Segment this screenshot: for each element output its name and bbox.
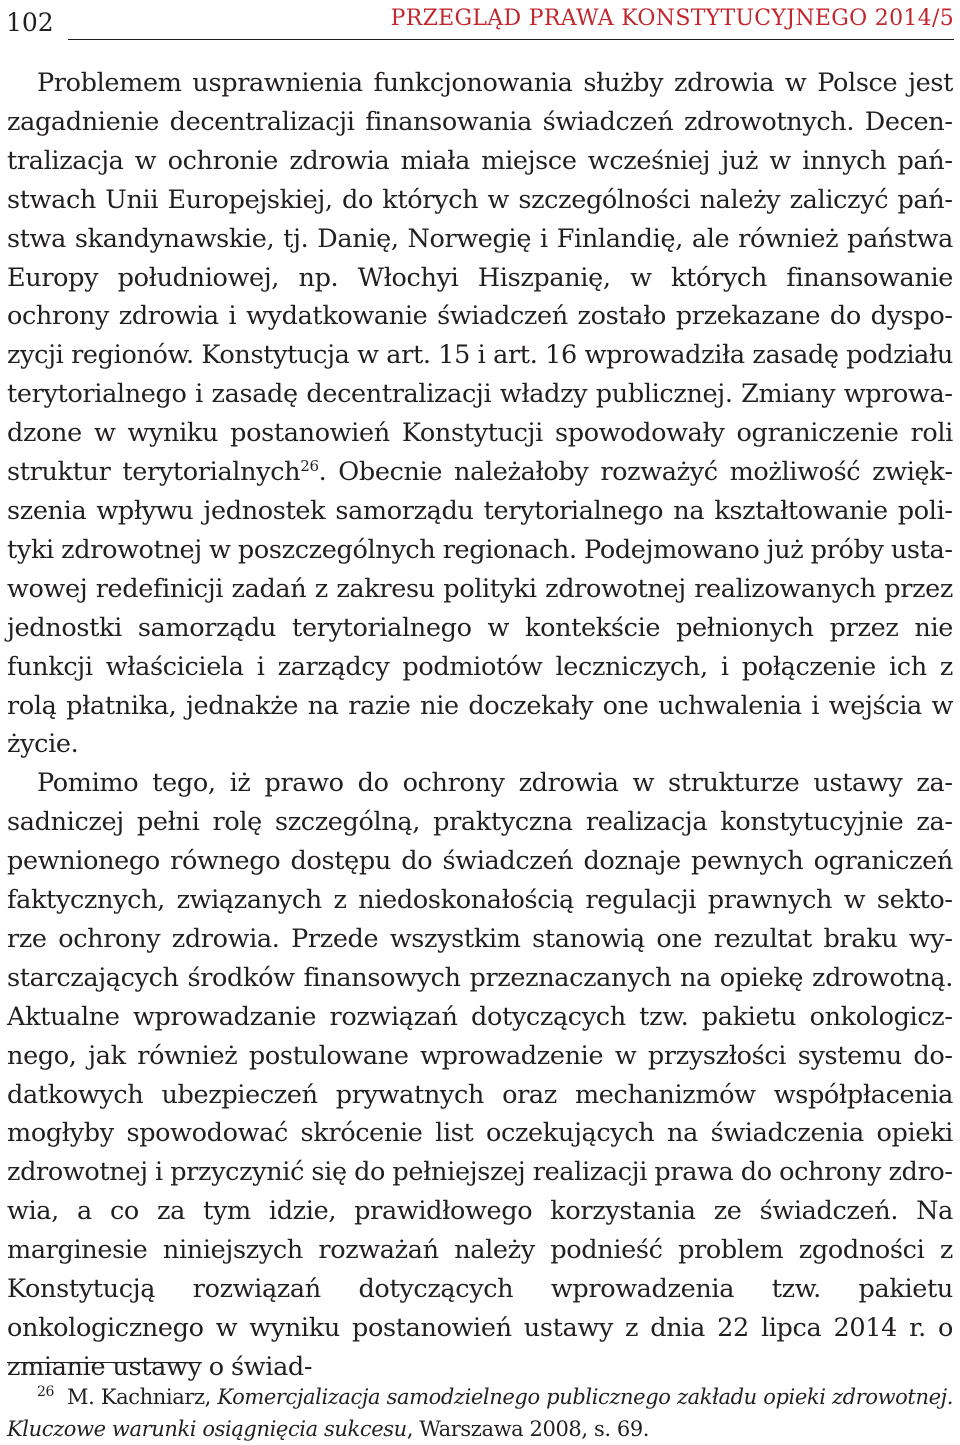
running-head: PRZEGLĄD PRAWA KONSTYTUCYJNEGO 2014/5 [390, 6, 954, 31]
footnote: 26 M. Kachniarz, Komercjalizacja samodzielnego publicznego zakładu opieki zdrowotnej. Kluczowe warunki osiągnięcia sukcesu, Warszawa 2008, s. 69. [7, 1384, 953, 1441]
footnote-rule [7, 1362, 200, 1363]
paragraph-1-text-start: Problemem usprawnienia funkcjonowania służby zdrowia w Polsce jest zagadnienie decentralizacji finansowania świadczeń zdrowotnych. Decentralizacja w ochronie zdrowia miała miejsce wcześniej już w innych państwach Unii Europejskiej, do których w szczególności należy zaliczyć państwa skandynawskie, tj. Danię, Norwegię i Finlandię, ale również państwa Europy południowej, np. Włochyi Hiszpanię, w których finansowanie ochrony zdrowia i wydatkowanie świadczeń zostało przekazane do dyspozycji regionów. Konstytucja w art. 15 i art. 16 wprowadziła zasadę podziału terytorialnego i zasadę decentralizacji władzy publicznej. Zmiany wprowadzone w wyniku postanowień Konstytucji spowodowały ograniczenie roli struktur terytorialnych [7, 68, 953, 488]
paragraph-1 [7, 64, 953, 764]
page-header [6, 4, 954, 44]
footnote-rest: , Warszawa 2008, s. 69. [406, 1417, 650, 1441]
header-rule [68, 39, 954, 40]
paragraph-2: Pomimo tego, iż prawo do ochrony zdrowia w strukturze ustawy zasadniczej pełni rolę szczególną, praktyczna realizacja konstytucyjnie zapewnionego równego dostępu do świadczeń doznaje pewnych ograniczeń faktycznych, związanych z niedoskonałością regulacji prawnych w sektorze ochrony zdrowia. Przede wszystkim stanowią one rezultat braku wystarczających środków finansowych przeznaczanych na opiekę zdrowotną. Aktualne wprowadzanie rozwiązań dotyczących tzw. pakietu onkologicznego, jak również postulowane wprowadzenie w przyszłości systemu dodatkowych ubezpieczeń prywatnych oraz mechanizmów współpłacenia mogłyby spowodować skrócenie list oczekujących na świadczenia opieki zdrowotnej i przyczynić się do pełniejszej realizacji prawa do ochrony zdrowia, a co za tym idzie, prawidłowego korzystania ze świadczeń. Na marginesie niniejszych rozważań należy podnieść problem zgodności z Konstytucją rozwiązań dotyczących wprowadzenia tzw. pakietu onkologicznego w wyniku postanowień ustawy z dnia 22 lipca 2014 r. o zmianie ustawy o świad- [7, 768, 953, 1382]
page-number: 102 [6, 8, 54, 37]
body-text [7, 64, 953, 1387]
footnote-title: Komercjalizacja samodzielnego publicznego zakładu opieki zdrowotnej. Kluczowe warunki osiągnięcia sukcesu [7, 1385, 953, 1441]
footnote-reference: 26 [300, 457, 319, 476]
footnote-author: M. Kachniarz, [67, 1385, 218, 1409]
paragraph-1-text-end: . Obecnie należałoby rozważyć możliwość zwiększenia wpływu jednostek samorządu terytorialnego na kształtowanie polityki zdrowotnej w poszczególnych regionach. Podejmowano już próby ustawowej redefinicji zadań z zakresu polityki zdrowotnej realizowanych przez jednostki samorządu terytorialnego w kontekście pełnionych przez nie funkcji właściciela i zarządcy podmiotów leczniczych, i połączenie ich z rolą płatnika, jednakże na razie nie doczekały one uchwalenia i wejścia w życie. [7, 457, 953, 760]
